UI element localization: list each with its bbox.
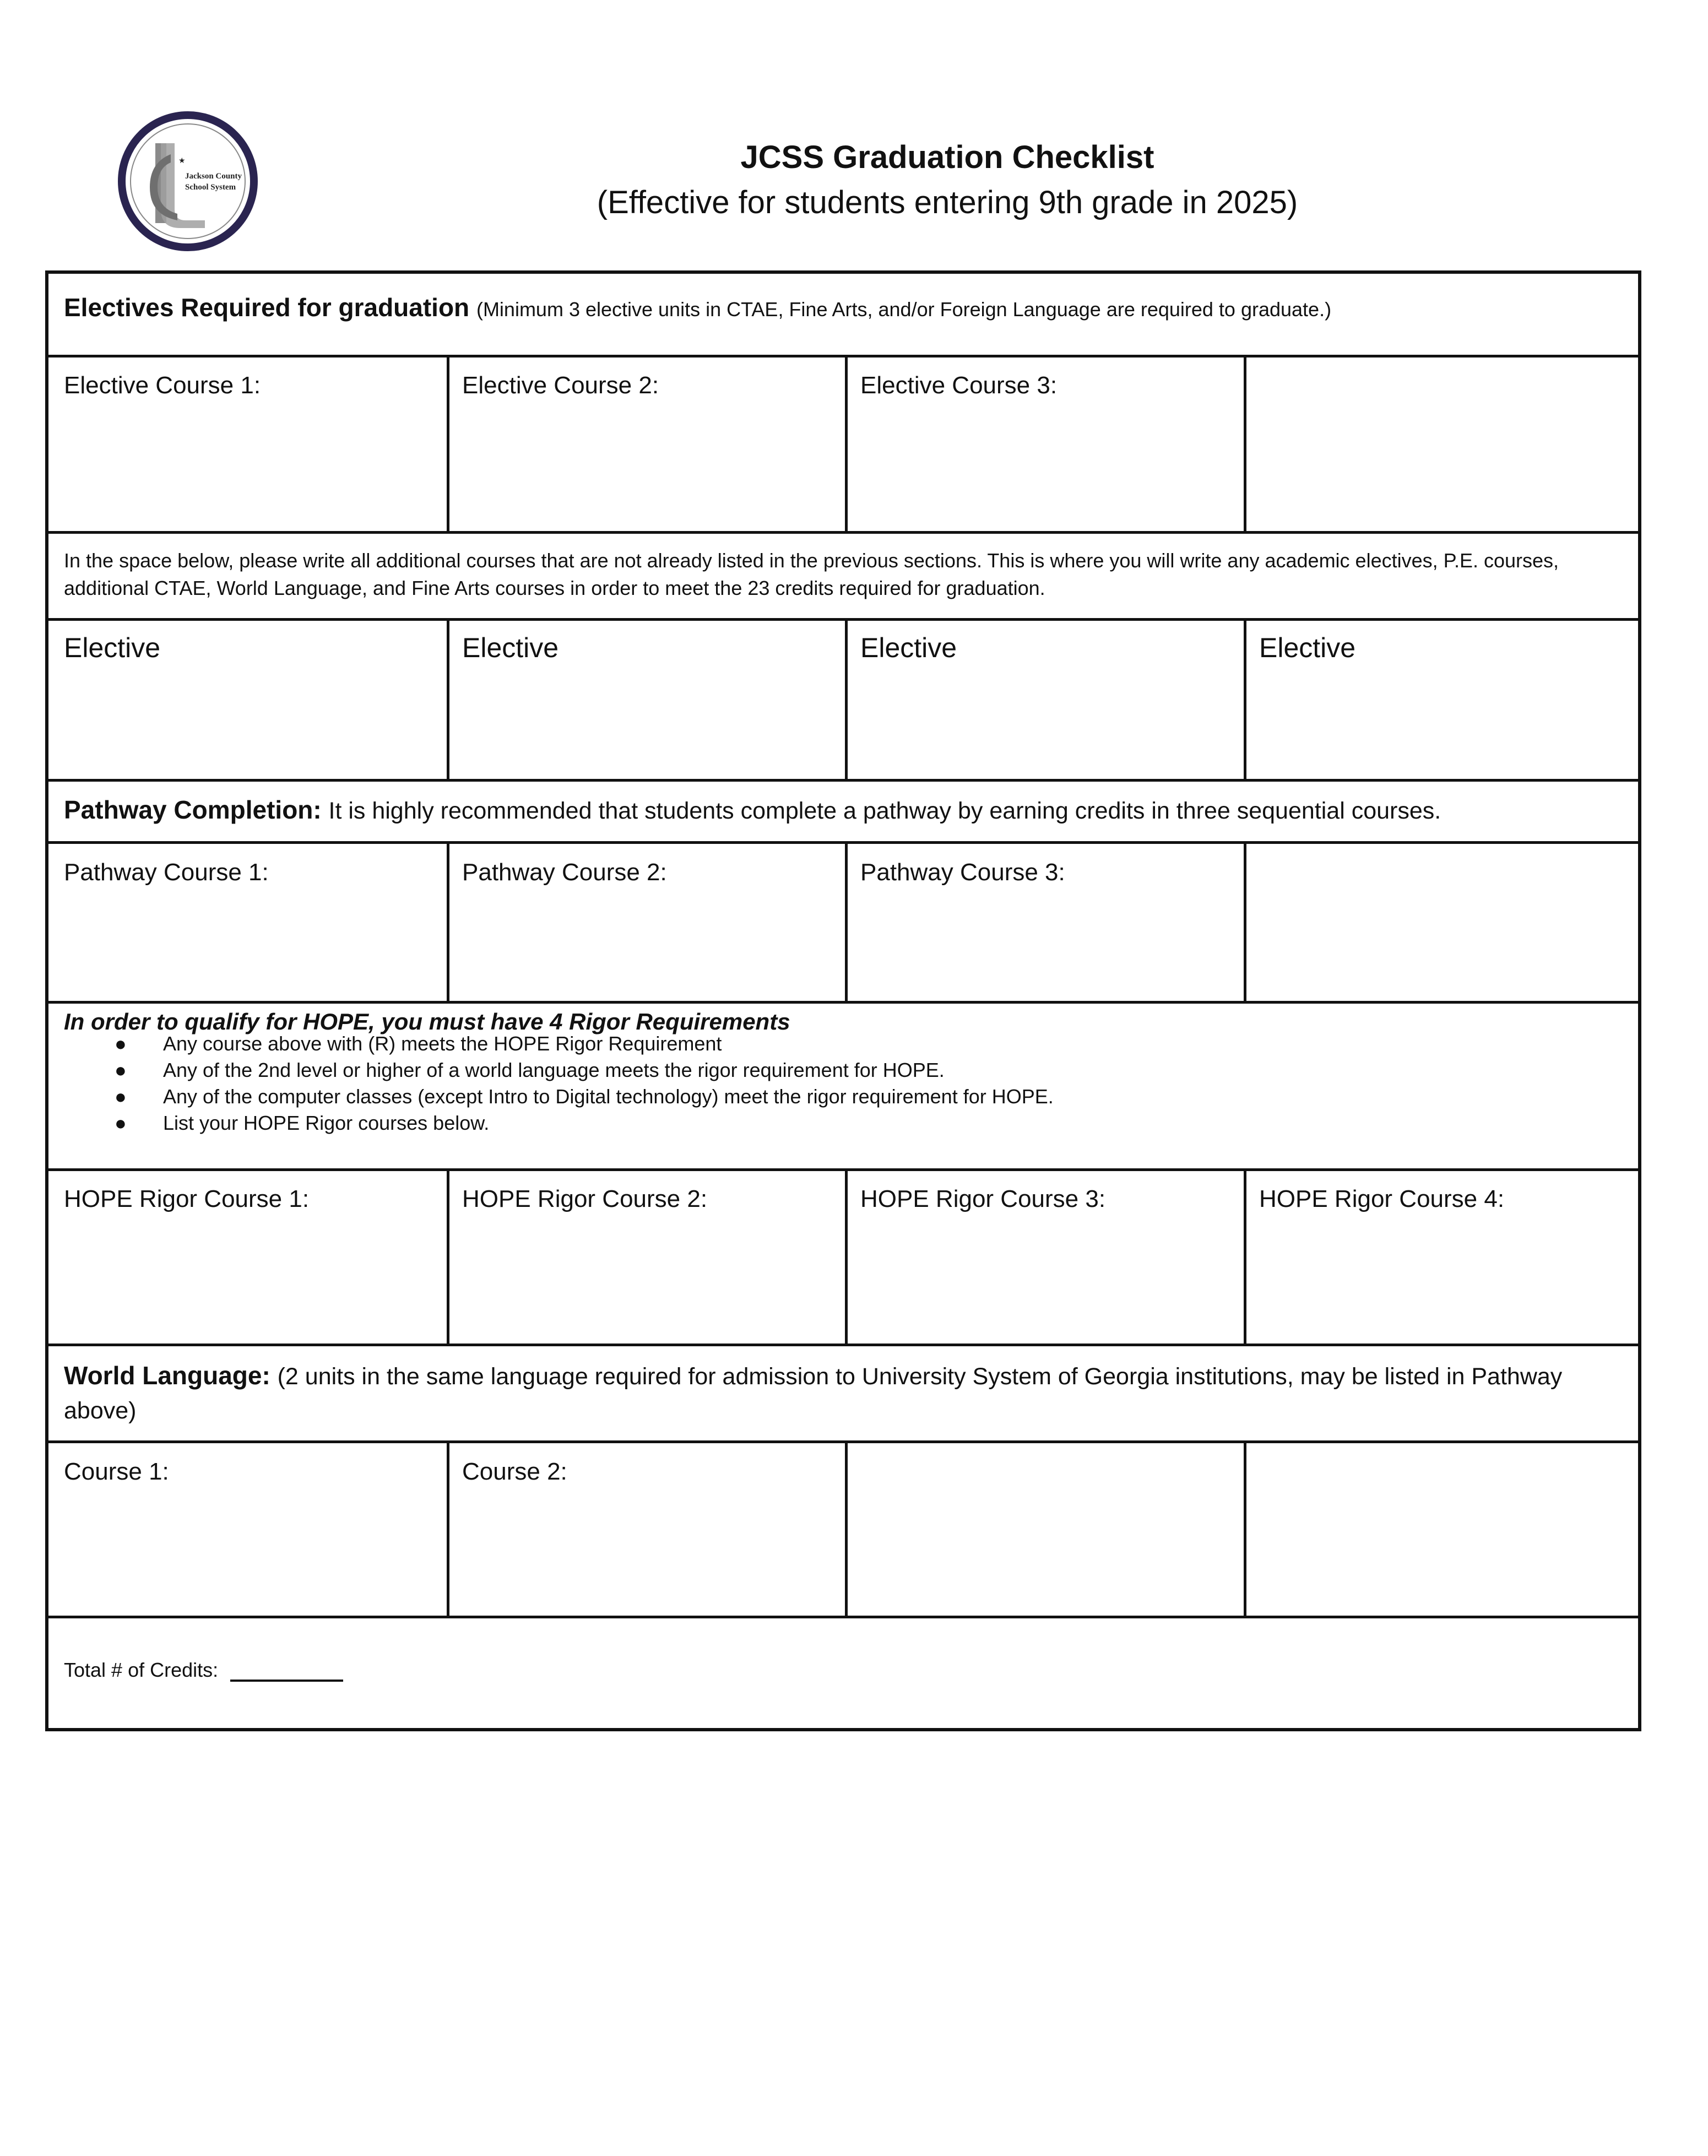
world-language-header <box>64 1359 1628 1427</box>
additional-elective-1-field[interactable]: Elective <box>64 632 161 663</box>
world-language-course-2-field[interactable]: Course 2: <box>462 1458 567 1485</box>
column-divider <box>1244 1168 1246 1344</box>
elective-course-1-field[interactable]: Elective Course 1: <box>64 372 261 399</box>
column-divider <box>1244 841 1246 1001</box>
bullet-icon: ● <box>115 1112 127 1134</box>
pathway-course-3-field[interactable]: Pathway Course 3: <box>860 859 1065 886</box>
electives-header <box>64 292 1331 322</box>
column-divider <box>845 1168 848 1344</box>
column-divider <box>447 1168 449 1344</box>
column-divider <box>447 618 449 779</box>
bullet-icon: ● <box>115 1059 127 1081</box>
row-divider <box>48 1168 1638 1171</box>
world-language-note: (2 units in the same language required for admission to University System of Georgia institutions, may be listed in Pathway above) <box>64 1363 1563 1424</box>
column-divider <box>1244 1440 1246 1616</box>
column-divider <box>845 618 848 779</box>
column-divider <box>845 355 848 531</box>
page-subtitle: (Effective for students entering 9th grade in 2025) <box>597 185 1298 220</box>
svg-text:★: ★ <box>178 157 186 165</box>
list-item: ● List your HOPE Rigor courses below. <box>64 1110 1054 1136</box>
column-divider <box>447 841 449 1001</box>
hope-rigor-course-1-field[interactable]: HOPE Rigor Course 1: <box>64 1185 310 1212</box>
row-divider <box>48 1344 1638 1346</box>
hope-rigor-course-4-field[interactable]: HOPE Rigor Course 4: <box>1259 1185 1505 1212</box>
row-divider <box>48 531 1638 534</box>
world-language-course-1-field[interactable]: Course 1: <box>64 1458 169 1485</box>
hope-heading: In order to qualify for HOPE, you must have 4 Rigor Requirements <box>64 1009 790 1034</box>
list-item: ● Any of the computer classes (except Intro to Digital technology) meet the rigor requirement for HOPE. <box>64 1084 1054 1110</box>
svg-text:School System: School System <box>185 183 236 192</box>
hope-rigor-course-3-field[interactable]: HOPE Rigor Course 3: <box>860 1185 1106 1212</box>
electives-heading: Electives Required for graduation <box>64 293 470 322</box>
additional-elective-3-field[interactable]: Elective <box>860 632 957 663</box>
electives-note: (Minimum 3 elective units in CTAE, Fine Arts, and/or Foreign Language are required to graduate.) <box>476 298 1332 321</box>
pathway-header <box>64 795 1441 825</box>
row-divider <box>48 1440 1638 1443</box>
total-credits-blank[interactable] <box>230 1659 343 1682</box>
additional-elective-2-field[interactable]: Elective <box>462 632 559 663</box>
page-title: JCSS Graduation Checklist <box>740 139 1154 175</box>
row-divider <box>48 1001 1638 1004</box>
column-divider <box>845 841 848 1001</box>
pathway-course-1-field[interactable]: Pathway Course 1: <box>64 859 269 886</box>
additional-courses-instructions: In the space below, please write all additional courses that are not already listed in the previous sections. This is where you will write any academic electives, P.E. courses, additional CTAE, World Language, and Fine Arts courses in order to meet the 23 credits required for graduation. <box>64 549 1559 599</box>
school-logo <box>117 110 259 252</box>
row-divider <box>48 618 1638 621</box>
column-divider <box>1244 355 1246 531</box>
pathway-course-2-field[interactable]: Pathway Course 2: <box>462 859 667 886</box>
bullet-icon: ● <box>115 1085 127 1108</box>
list-item: ● Any course above with (R) meets the HOPE Rigor Requirement <box>64 1031 1054 1057</box>
elective-course-2-field[interactable]: Elective Course 2: <box>462 372 659 399</box>
total-credits-row <box>64 1659 343 1682</box>
total-credits-label: Total # of Credits: <box>64 1659 219 1681</box>
column-divider <box>1244 618 1246 779</box>
row-divider <box>48 1616 1638 1618</box>
column-divider <box>447 1440 449 1616</box>
world-language-heading: World Language: <box>64 1361 270 1390</box>
row-divider <box>48 779 1638 782</box>
pathway-heading: Pathway Completion: <box>64 795 322 824</box>
list-item: ● Any of the 2nd level or higher of a world language meets the rigor requirement for HOPE. <box>64 1057 1054 1084</box>
bullet-icon: ● <box>115 1032 127 1055</box>
hope-rules-list <box>64 1031 1054 1136</box>
additional-elective-4-field[interactable]: Elective <box>1259 632 1356 663</box>
elective-course-3-field[interactable]: Elective Course 3: <box>860 372 1058 399</box>
column-divider <box>845 1440 848 1616</box>
row-divider <box>48 355 1638 357</box>
svg-text:Jackson County: Jackson County <box>185 172 242 181</box>
checklist-form <box>45 270 1641 1731</box>
hope-rigor-course-2-field[interactable]: HOPE Rigor Course 2: <box>462 1185 708 1212</box>
column-divider <box>447 355 449 531</box>
pathway-note: It is highly recommended that students complete a pathway by earning credits in three sequential courses. <box>328 798 1441 824</box>
row-divider <box>48 841 1638 844</box>
